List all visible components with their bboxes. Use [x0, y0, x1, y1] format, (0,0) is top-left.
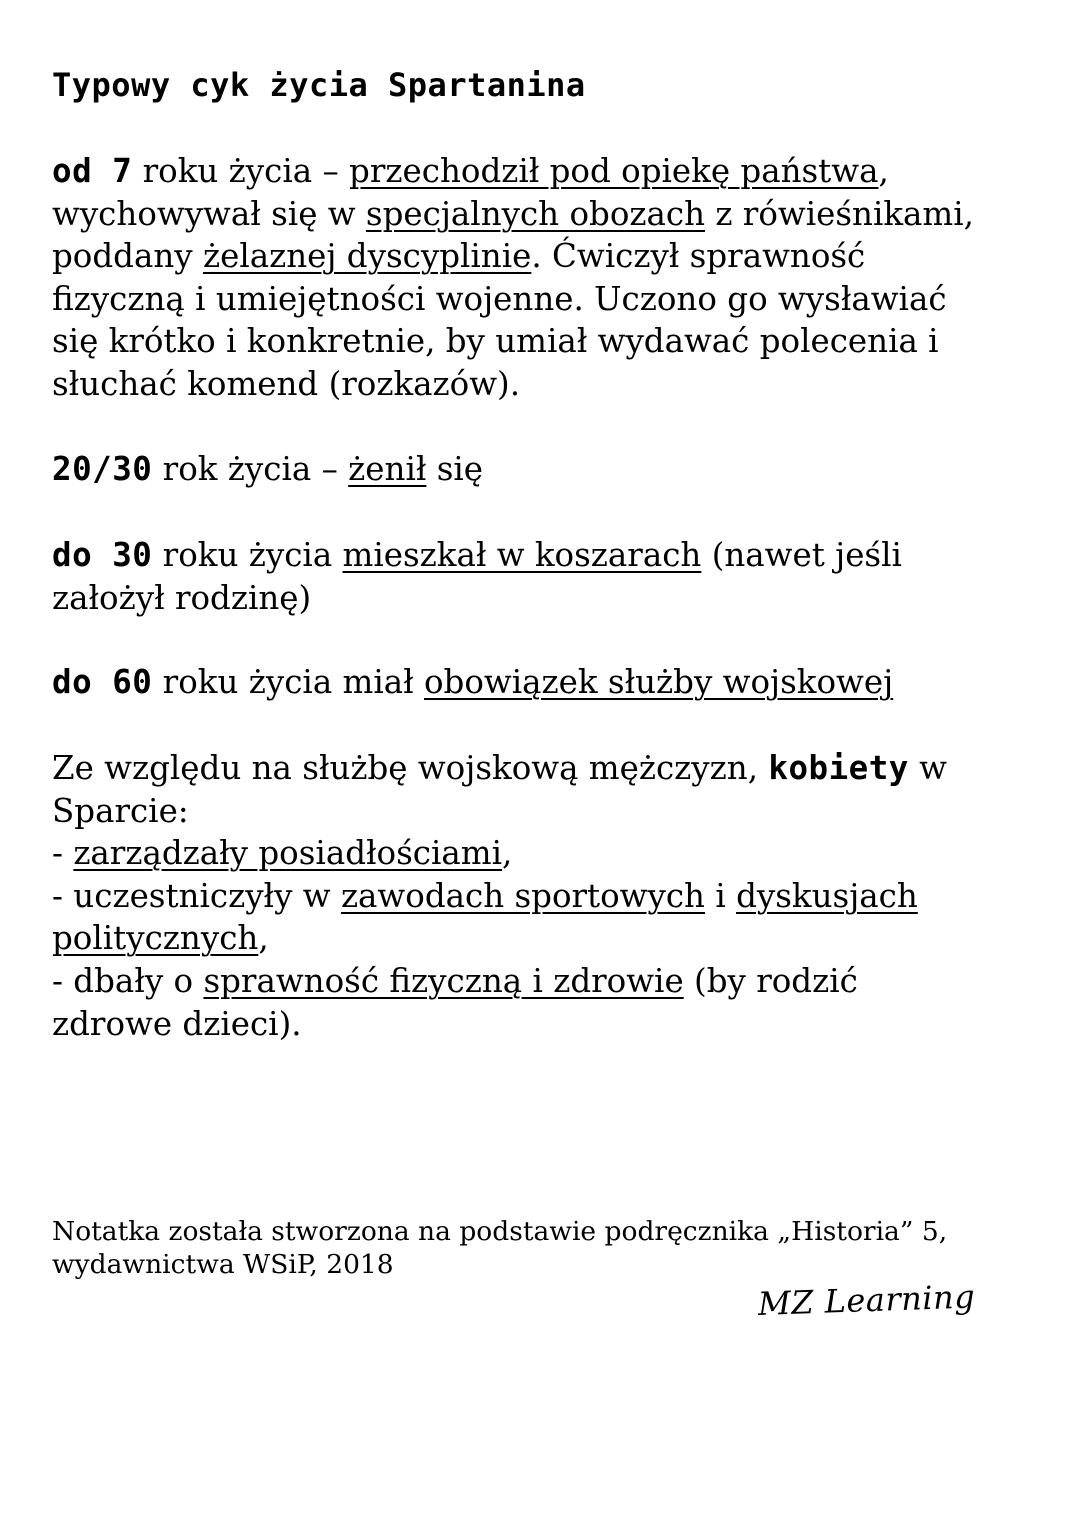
- underlined-phrase: żelaznej dyscyplinie: [202, 237, 532, 276]
- section-age-7-line-2: [52, 193, 974, 236]
- underlined-phrase: żenił: [348, 450, 427, 488]
- age-label-7: od 7: [52, 152, 133, 190]
- section-age-7: [52, 150, 974, 406]
- text-span: rok życia –: [152, 450, 349, 488]
- section-age-7-line-3: [52, 235, 974, 278]
- section-age-60-line: [52, 661, 893, 704]
- age-label-60: do 60: [52, 663, 153, 701]
- section-women-line-6: [52, 960, 947, 1003]
- section-women-line-1: [52, 747, 947, 790]
- section-age-30-line-2: założył rodzinę): [52, 578, 312, 617]
- section-women-line-5: [52, 917, 947, 960]
- section-age-7-line-4: fizyczną i umiejętności wojenne. Uczono go wysławiać: [52, 279, 947, 318]
- section-age-30-line-1: [52, 534, 902, 577]
- section-women: [52, 747, 947, 1045]
- age-label-20-30: 20/30: [52, 450, 153, 488]
- text-span: (by rodzić: [683, 961, 858, 1000]
- document-title: Typowy cyk życia Spartanina: [52, 66, 586, 104]
- section-women-line-4: [52, 875, 947, 918]
- text-span: ,: [501, 834, 513, 873]
- section-women-line-7: zdrowe dzieci).: [52, 1004, 302, 1043]
- underlined-phrase: zawodach sportowych: [340, 876, 705, 915]
- text-span: wychowywał się w: [52, 194, 366, 233]
- author-signature: MZ Learning: [757, 1277, 976, 1323]
- section-age-60: [52, 661, 893, 704]
- text-span: z rówieśnikami,: [705, 194, 974, 233]
- text-span: roku życia: [152, 536, 343, 574]
- section-age-7-line-5: się krótko i konkretnie, by umiał wydawać polecenia i: [52, 322, 939, 361]
- section-age-20-30: [52, 448, 483, 491]
- underlined-phrase: mieszkał w koszarach: [342, 536, 702, 574]
- bold-keyword: kobiety: [768, 749, 909, 787]
- underlined-phrase: specjalnych obozach: [365, 194, 706, 233]
- underlined-phrase: politycznych: [52, 919, 259, 958]
- text-span: w: [908, 749, 947, 787]
- text-span: Ze względu na służbę wojskową mężczyzn,: [52, 749, 769, 787]
- text-span: roku życia miał: [152, 663, 424, 701]
- section-women-line-2: Sparcie:: [52, 791, 189, 830]
- section-age-7-line-6: słuchać komend (rozkazów).: [52, 364, 521, 403]
- underlined-phrase: dyskusjach: [736, 876, 918, 915]
- text-span: i: [705, 876, 737, 915]
- source-note: [52, 1215, 947, 1281]
- section-age-20-30-line: [52, 448, 483, 491]
- text-span: . Ćwiczył sprawność: [531, 237, 866, 276]
- text-span: - dbały o: [52, 961, 204, 1000]
- text-span: roku życia –: [132, 152, 350, 190]
- age-label-30: do 30: [52, 536, 153, 574]
- text-span: ,: [258, 919, 269, 958]
- text-span: się: [426, 450, 484, 488]
- section-women-line-3: [52, 832, 947, 875]
- text-span: -: [52, 834, 74, 873]
- section-age-30: [52, 534, 902, 619]
- underlined-phrase: zarządzały posiadłościami: [73, 834, 502, 873]
- underlined-phrase: obowiązek służby wojskowej: [423, 663, 894, 701]
- section-age-7-line-1: [52, 150, 974, 193]
- source-note-line-1: Notatka została stworzona na podstawie podręcznika „Historia” 5,: [52, 1216, 948, 1247]
- text-span: (nawet jeśli: [701, 536, 902, 574]
- text-span: poddany: [52, 237, 203, 276]
- source-note-line-2: wydawnictwa WSiP, 2018: [52, 1249, 394, 1280]
- underlined-phrase: sprawność fizyczną i zdrowie: [203, 961, 684, 1000]
- text-span: - uczestniczyły w: [52, 876, 341, 915]
- text-span: ,: [878, 152, 889, 190]
- underlined-phrase: przechodził pod opiekę państwa: [349, 152, 879, 190]
